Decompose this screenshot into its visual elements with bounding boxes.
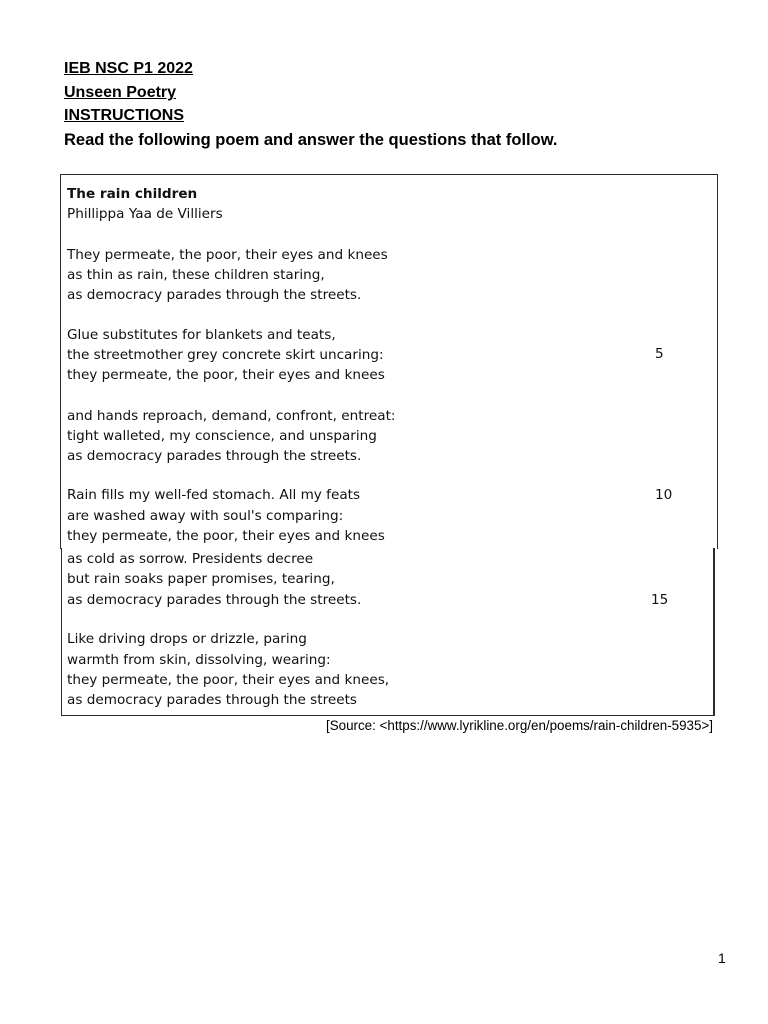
poem-line: they permeate, the poor, their eyes and knees bbox=[67, 367, 385, 383]
poem-line: they permeate, the poor, their eyes and knees bbox=[67, 528, 385, 544]
instructions-text: Read the following poem and answer the questions that follow. bbox=[64, 131, 558, 149]
poem-line: as democracy parades through the streets. bbox=[67, 592, 362, 608]
source-citation: [Source: <https://www.lyrikline.org/en/poems/rain-children-5935>] bbox=[325, 718, 713, 733]
poem-line: as cold as sorrow. Presidents decree bbox=[67, 551, 314, 567]
poem-line: are washed away with soul's comparing: bbox=[67, 508, 344, 524]
poem-line: warmth from skin, dissolving, wearing: bbox=[67, 652, 331, 668]
poem-line: as democracy parades through the streets. bbox=[67, 287, 362, 303]
page-number: 1 bbox=[718, 950, 726, 966]
poem-line: the streetmother grey concrete skirt uncaring: bbox=[67, 347, 384, 363]
poem-line: they permeate, the poor, their eyes and knees, bbox=[67, 672, 390, 688]
poem-line: Like driving drops or drizzle, paring bbox=[67, 631, 307, 647]
poem-author: Phillippa Yaa de Villiers bbox=[67, 206, 223, 222]
section-title: Unseen Poetry bbox=[64, 84, 177, 101]
poem-line: but rain soaks paper promises, tearing, bbox=[67, 571, 335, 587]
line-number: 10 bbox=[655, 487, 673, 503]
poem-line: as democracy parades through the streets bbox=[67, 692, 357, 708]
poem-line: as democracy parades through the streets. bbox=[67, 448, 362, 464]
poem-line: Glue substitutes for blankets and teats, bbox=[67, 327, 336, 343]
line-number: 15 bbox=[651, 592, 669, 608]
poem-line: and hands reproach, demand, confront, entreat: bbox=[67, 408, 396, 424]
instructions-heading: INSTRUCTIONS bbox=[64, 107, 184, 124]
poem-line: Rain fills my well-fed stomach. All my feats bbox=[67, 487, 361, 503]
exam-title: IEB NSC P1 2022 bbox=[64, 60, 193, 77]
poem-title: The rain children bbox=[67, 186, 198, 202]
line-number: 5 bbox=[655, 346, 664, 362]
poem-line: They permeate, the poor, their eyes and knees bbox=[67, 247, 388, 263]
poem-line: as thin as rain, these children staring, bbox=[67, 267, 325, 283]
poem-line: tight walleted, my conscience, and unsparing bbox=[67, 428, 377, 444]
